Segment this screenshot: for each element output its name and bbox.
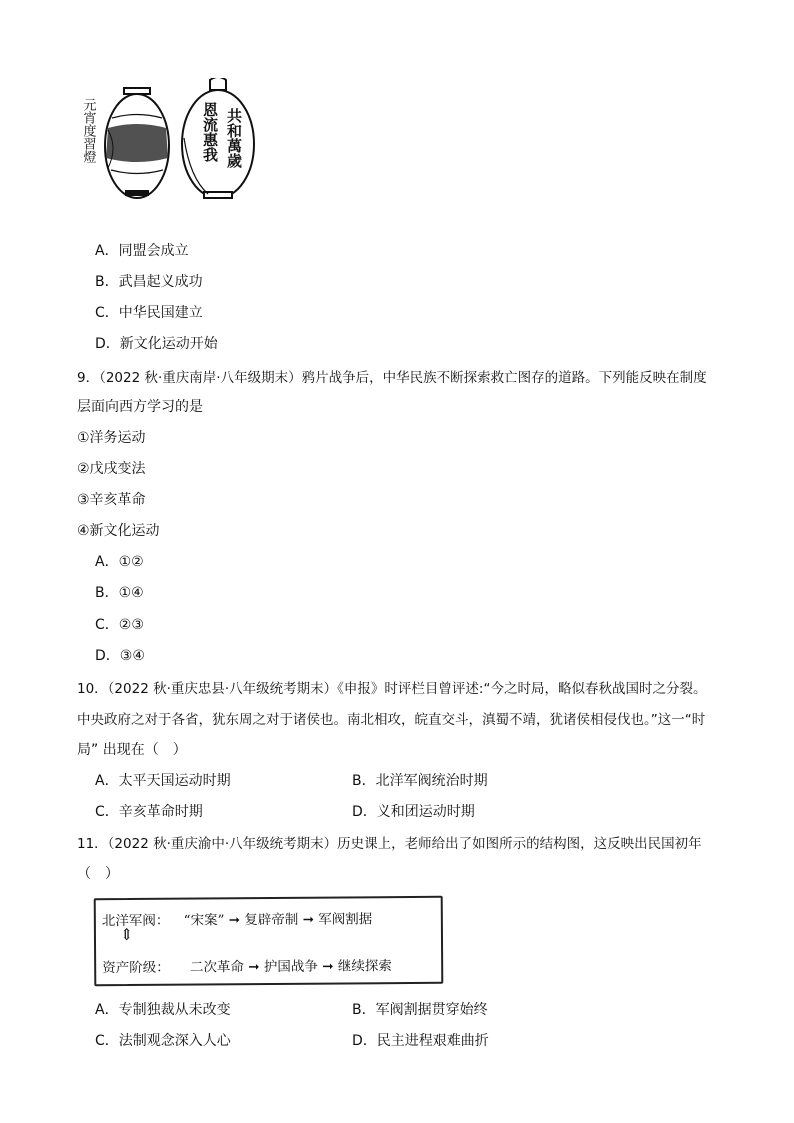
option-text: ③④ [119, 648, 145, 664]
option-label: B． [95, 585, 119, 601]
right-lantern-text-2: 恩流惠我 [201, 102, 219, 162]
option-label: B． [352, 773, 376, 789]
q9-option-a[interactable] [95, 551, 144, 571]
option-label: A． [95, 1002, 119, 1018]
q9-option-b[interactable] [95, 582, 144, 602]
diagram-row1-label: 北洋军阀： [101, 912, 170, 930]
q9-item-4: ④新文化运动 [77, 523, 160, 539]
diagram-row-warlords [102, 907, 373, 929]
option-text: 专制独裁从未改变 [118, 1002, 231, 1018]
q9-item-1: ①洋务运动 [77, 430, 146, 446]
q8-option-d[interactable] [95, 333, 218, 353]
arrow-right-icon: ➞ [302, 911, 315, 928]
left-lantern-caption: 元宵度習燈 [80, 98, 96, 163]
option-text: 中华民国建立 [118, 305, 203, 321]
option-label: C． [95, 305, 119, 321]
option-text: 民主进程艰难曲折 [376, 1033, 489, 1049]
option-label: A． [95, 773, 119, 789]
option-text: 辛亥革命时期 [118, 804, 203, 820]
option-text: 北洋军阀统治时期 [375, 773, 488, 789]
diagram-row2-item-3: 继续探索 [337, 958, 392, 975]
option-text: 军阀割据贯穿始终 [375, 1002, 488, 1018]
option-label: D． [352, 1033, 377, 1049]
diagram-row1-item-2: 复辟帝制 [244, 911, 299, 929]
option-label: A． [95, 243, 119, 259]
option-text: 太平天国运动时期 [118, 773, 231, 789]
q9-stem-line1: 9．（2022 秋·重庆南岸·八年级期末）鸦片战争后，中华民族不断探索救亡图存的道路。下列能反映在制度 [77, 370, 707, 386]
option-label: A． [95, 554, 119, 570]
option-label: D． [352, 804, 377, 820]
option-label: C． [95, 804, 119, 820]
q10-option-a[interactable] [95, 770, 231, 790]
q8-option-a[interactable] [95, 240, 189, 260]
q9-option-d[interactable] [95, 645, 145, 665]
q11-option-d[interactable] [352, 1030, 489, 1050]
option-label: C． [95, 1033, 119, 1049]
option-label: B． [352, 1002, 376, 1018]
lanterns-illustration [78, 78, 258, 203]
q9-stem-line2: 层面向西方学习的是 [77, 399, 203, 415]
arrow-right-icon: ➞ [322, 958, 334, 975]
right-lantern-text-1: 共和萬歲 [225, 108, 243, 168]
q8-option-c[interactable] [95, 302, 203, 322]
arrow-right-icon: ➞ [228, 912, 241, 929]
option-text: 同盟会成立 [118, 243, 189, 259]
q9-item-2: ②戊戌变法 [77, 461, 146, 477]
option-text: ①④ [118, 585, 144, 601]
option-text: ①② [118, 554, 144, 570]
q9-item-3: ③辛亥革命 [77, 492, 146, 508]
diagram-row2-item-2: 护国战争 [263, 958, 318, 976]
q10-option-b[interactable] [352, 770, 488, 790]
structure-diagram [94, 896, 444, 986]
option-text: 武昌起义成功 [118, 274, 203, 290]
option-text: 义和团运动时期 [376, 804, 475, 820]
option-label: D． [95, 648, 120, 664]
q11-option-a[interactable] [95, 999, 231, 1019]
option-text: ②③ [118, 617, 144, 633]
option-label: D． [95, 336, 120, 352]
option-label: C． [95, 617, 119, 633]
option-label: B． [95, 274, 119, 290]
double-arrow-vertical-icon: ⇕ [119, 924, 134, 945]
lanterns-drawing [78, 78, 258, 203]
diagram-row2-label: 资产阶级： [102, 959, 170, 977]
q10-stem-line3: 局” 出现在（ ） [77, 742, 187, 758]
q10-option-c[interactable] [95, 801, 203, 821]
q11-stem-line1: 11．（2022 秋·重庆渝中·八年级统考期末）历史课上，老师给出了如图所示的结构图，这反映出民国初年 [77, 836, 702, 852]
diagram-row1-item-3: 军阀割据 [318, 911, 373, 928]
q9-option-c[interactable] [95, 614, 144, 634]
q8-option-b[interactable] [95, 271, 203, 291]
q10-option-d[interactable] [352, 801, 475, 821]
diagram-row-bourgeoisie [102, 954, 392, 976]
option-text: 法制观念深入人心 [118, 1033, 231, 1049]
arrow-right-icon: ➞ [248, 959, 260, 976]
option-text: 新文化运动开始 [119, 336, 218, 352]
left-lantern [105, 88, 169, 198]
diagram-row2-item-1: 二次革命 [189, 959, 245, 976]
q11-stem-line2: （ ） [77, 866, 119, 882]
q11-option-c[interactable] [95, 1030, 231, 1050]
q10-stem-line1: 10．（2022 秋·重庆忠县·八年级统考期末）《申报》时评栏目曾评述:“今之时局，略似春秋战国时之分裂。 [77, 681, 707, 697]
q11-option-b[interactable] [352, 999, 488, 1019]
q10-stem-line2: 中央政府之对于各省，犹东周之对于诸侯也。南北相攻，皖直交斗，滇蜀不靖，犹诸侯相侵伐也。”这一“时 [77, 712, 706, 728]
diagram-row1-item-1: “宋案” [183, 912, 225, 929]
